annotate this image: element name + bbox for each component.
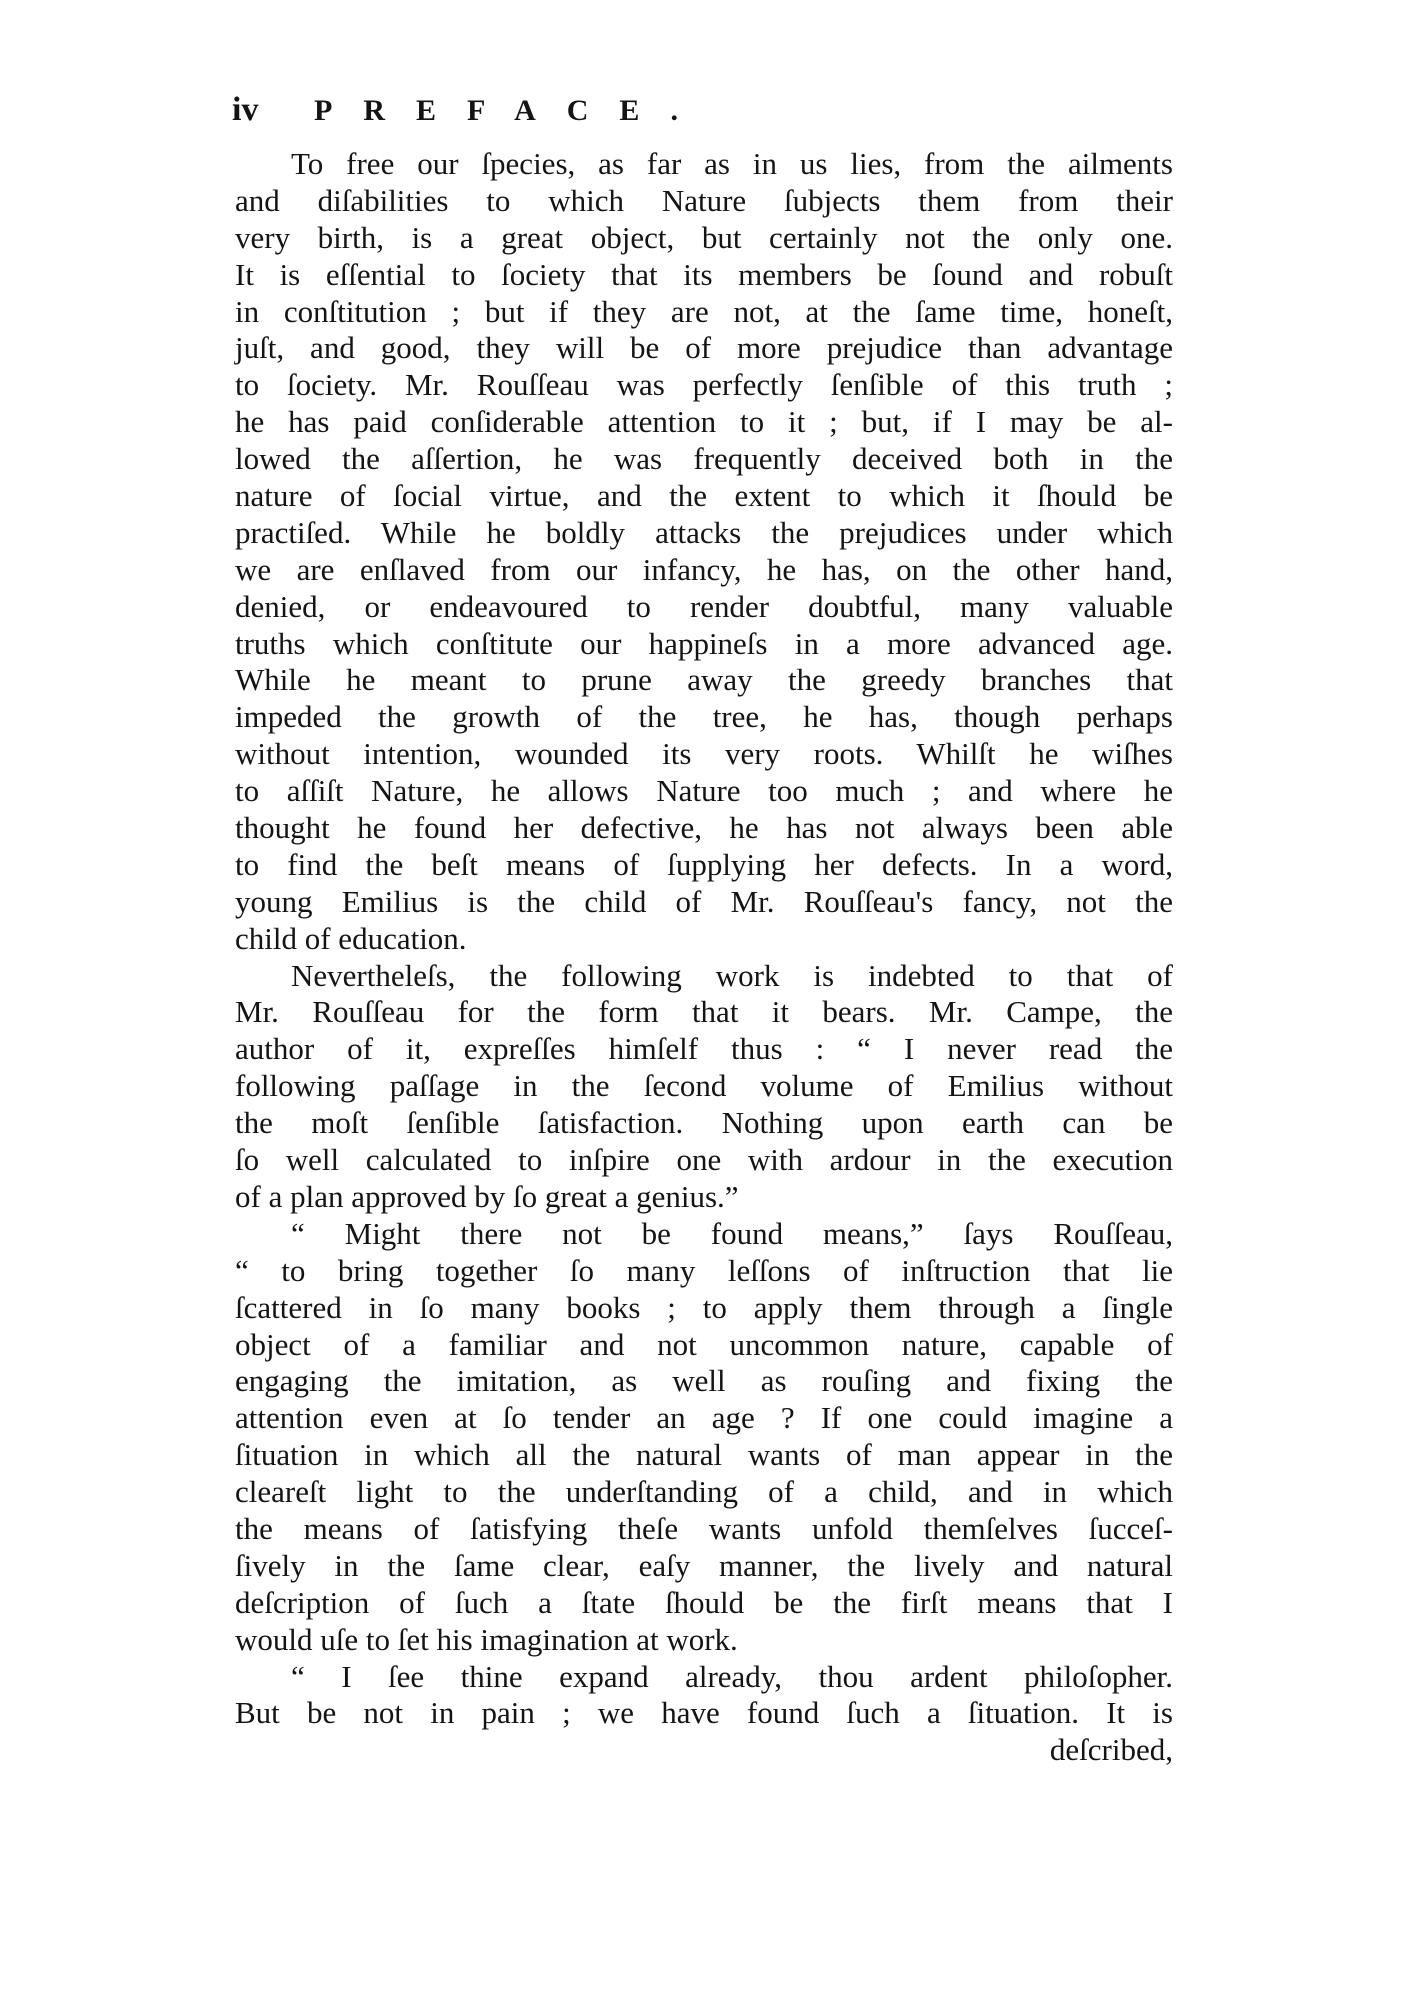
text-line: he has paid conſiderable attention to it ; but, if I may be al-	[235, 404, 1173, 440]
text-line: deſcription of ſuch a ſtate ſhould be the firſt means that I	[235, 1584, 1173, 1620]
text-line: To free our ſpecies, as far as in us lies, from the ailments	[291, 146, 1173, 181]
text-line: the moſt ſenſible ſatisfaction. Nothing upon earth can be	[235, 1105, 1173, 1141]
text-line: ſo well calculated to inſpire one with ardour in the execution	[235, 1142, 1173, 1178]
text-line: nature of ſocial virtue, and the extent to which it ſhould be	[235, 478, 1173, 514]
running-head: PREFACE.	[314, 94, 709, 127]
text-line: very birth, is a great object, but certainly not the only one.	[235, 219, 1173, 255]
text-line: Mr. Rouſſeau for the form that it bears. Mr. Campe, the	[235, 994, 1173, 1030]
text-line: juſt, and good, they will be of more prejudice than advantage	[235, 330, 1173, 366]
body-text	[235, 146, 1173, 1769]
text-line: to ſociety. Mr. Rouſſeau was perfectly ſenſible of this truth ;	[235, 367, 1173, 403]
text-line: without intention, wounded its very roots. Whilſt he wiſhes	[235, 736, 1173, 772]
text-line: and diſabilities to which Nature ſubjects them from their	[235, 182, 1173, 218]
text-line: following paſſage in the ſecond volume of Emilius without	[235, 1068, 1173, 1104]
text-line: to find the beſt means of ſupplying her defects. In a word,	[235, 846, 1173, 882]
text-line: thought he found her defective, he has not always been able	[235, 810, 1173, 846]
text-line: lowed the aſſertion, he was frequently deceived both in the	[235, 441, 1173, 477]
text-line: cleareſt light to the underſtanding of a child, and in which	[235, 1474, 1173, 1510]
text-line: While he meant to prune away the greedy branches that	[235, 662, 1173, 698]
text-line: in conſtitution ; but if they are not, at the ſame time, honeſt,	[235, 293, 1173, 329]
text-line: “ I ſee thine expand already, thou ardent philoſopher.	[291, 1658, 1173, 1694]
text-line: It is eſſential to ſociety that its members be ſound and robuſt	[235, 256, 1173, 292]
page-number: iv	[232, 91, 259, 128]
text-line: would uſe to ſet his imagination at work.	[235, 1621, 738, 1657]
text-line: child of education.	[235, 920, 467, 956]
text-line: young Emilius is the child of Mr. Rouſſeau's fancy, not the	[235, 883, 1173, 919]
text-line: engaging the imitation, as well as rouſing and fixing the	[235, 1363, 1173, 1399]
text-line: “ to bring together ſo many leſſons of inſtruction that lie	[235, 1252, 1173, 1288]
text-line: to aſſiſt Nature, he allows Nature too much ; and where he	[235, 773, 1173, 809]
text-line: ſituation in which all the natural wants of man appear in the	[235, 1437, 1173, 1473]
text-line: But be not in pain ; we have found ſuch a ſituation. It is	[235, 1695, 1173, 1731]
text-line: practiſed. While he boldly attacks the prejudices under which	[235, 514, 1173, 550]
text-line: author of it, expreſſes himſelf thus : “ I never read the	[235, 1031, 1173, 1067]
catchword: deſcribed,	[1049, 1732, 1173, 1768]
text-line: truths which conſtitute our happineſs in a more advanced age.	[235, 625, 1173, 661]
text-line: ſively in the ſame clear, eaſy manner, the lively and natural	[235, 1547, 1173, 1583]
text-line: attention even at ſo tender an age ? If one could imagine a	[235, 1400, 1173, 1436]
text-line: the means of ſatisfying theſe wants unfold themſelves ſucceſ-	[235, 1510, 1173, 1546]
text-line: denied, or endeavoured to render doubtful, many valuable	[235, 588, 1173, 624]
catchword-line	[235, 1732, 1173, 1769]
text-line: of a plan approved by ſo great a genius.”	[235, 1178, 739, 1214]
text-line: impeded the growth of the tree, he has, though perhaps	[235, 699, 1173, 735]
text-line: “ Might there not be found means,” ſays Rouſſeau,	[291, 1215, 1173, 1251]
text-line: Nevertheleſs, the following work is indebted to that of	[291, 957, 1173, 993]
page-header	[232, 90, 1172, 136]
text-line: object of a familiar and not uncommon nature, capable of	[235, 1326, 1173, 1362]
text-line: ſcattered in ſo many books ; to apply them through a ſingle	[235, 1289, 1173, 1325]
text-line: we are enſlaved from our infancy, he has, on the other hand,	[235, 551, 1173, 587]
